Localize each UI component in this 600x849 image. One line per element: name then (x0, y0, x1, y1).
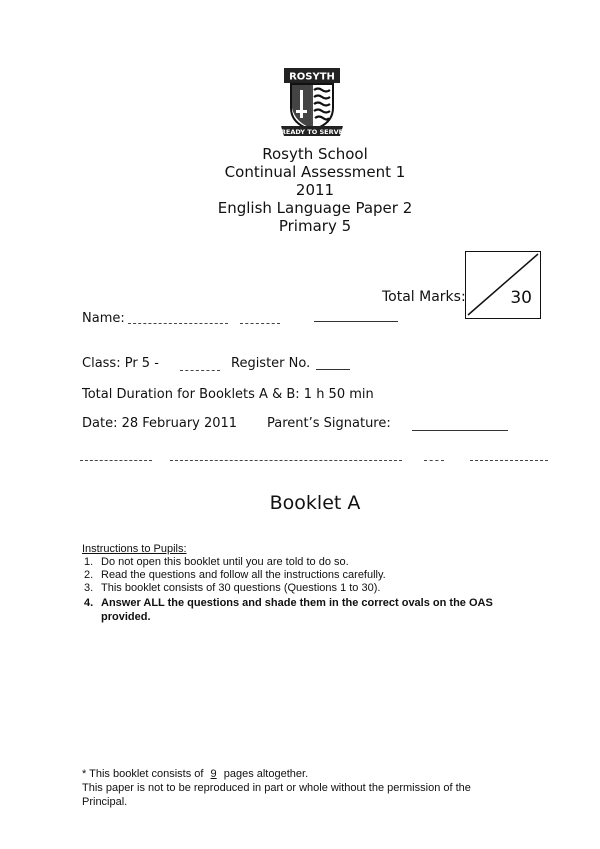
assessment-year: 2011 (295, 181, 335, 199)
total-marks-box (465, 251, 541, 319)
register-line (316, 369, 350, 370)
paper-title: English Language Paper 2 (217, 199, 413, 217)
instruction-item (84, 582, 380, 595)
name-line-1 (128, 323, 228, 324)
page-count-prefix: * This booklet consists of (82, 768, 204, 780)
school-crest-logo (277, 66, 347, 138)
signature-line (412, 430, 508, 431)
school-name: Rosyth School (262, 145, 368, 163)
instruction-number: 4. (84, 597, 94, 609)
instruction-item (84, 556, 349, 569)
instruction-text: Answer ALL the questions and shade them in the correct ovals on the OAS (101, 597, 493, 609)
page-count-suffix: pages altogether. (223, 768, 309, 780)
instruction-number: 2. (84, 569, 94, 581)
instruction-item (84, 569, 386, 582)
instruction-continuation: provided. (101, 611, 151, 623)
crest-motto-text: READY TO SERVE (280, 128, 344, 136)
register-label: Register No. (231, 356, 311, 371)
separator-segment-4 (470, 460, 548, 461)
instruction-number: 1. (84, 556, 94, 568)
instructions-heading: Instructions to Pupils: (82, 543, 187, 555)
total-marks-value: 30 (510, 288, 532, 308)
signature-label: Parent’s Signature: (267, 416, 391, 431)
separator-segment-3 (424, 460, 444, 461)
class-line (180, 370, 220, 371)
booklet-title: Booklet A (269, 492, 361, 514)
duration-text: Total Duration for Booklets A & B: 1 h 50 min (82, 387, 374, 402)
name-line-2 (240, 323, 280, 324)
crest-banner-text: ROSYTH (289, 71, 335, 83)
name-label: Name: (82, 311, 125, 326)
level-title: Primary 5 (278, 217, 352, 235)
instruction-text: This booklet consists of 30 questions (Questions 1 to 30). (101, 582, 381, 594)
copyright-line-1: This paper is not to be reproduced in part or whole without the permission of the (82, 782, 471, 794)
instruction-number: 3. (84, 582, 94, 594)
instruction-text: Read the questions and follow all the instructions carefully. (101, 569, 386, 581)
date-text: Date: 28 February 2011 (82, 416, 238, 431)
instruction-item (84, 597, 493, 610)
page-count-value: 9 (210, 768, 217, 780)
assessment-title: Continual Assessment 1 (224, 163, 406, 181)
page-count-note (82, 768, 308, 781)
instruction-text: Do not open this booklet until you are told to do so. (101, 556, 349, 568)
separator-segment-1 (80, 460, 152, 461)
name-line-3 (314, 321, 398, 322)
class-label: Class: Pr 5 - (82, 356, 159, 371)
separator-segment-2 (170, 460, 402, 461)
total-marks-label: Total Marks: (382, 289, 466, 305)
copyright-line-2: Principal. (82, 796, 128, 808)
